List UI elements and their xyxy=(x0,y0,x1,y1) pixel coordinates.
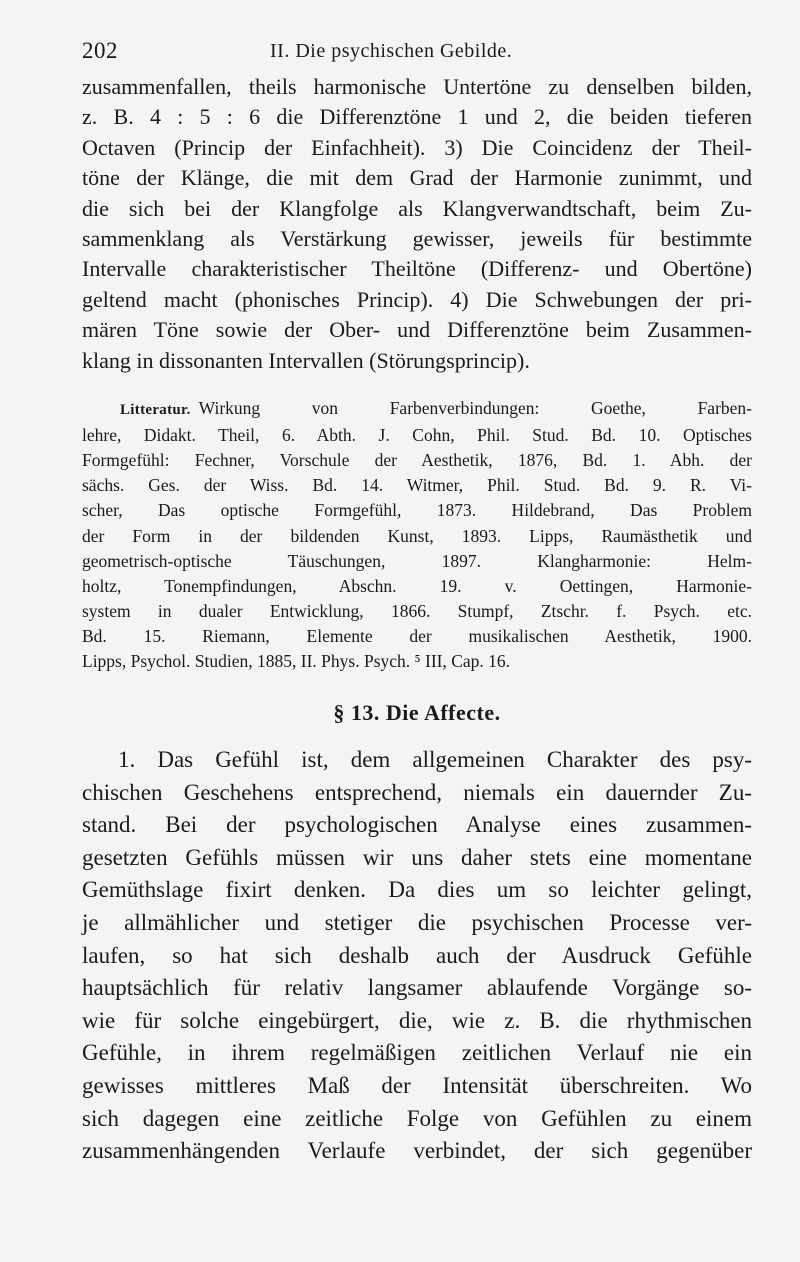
literature-line: holtz, Tonempfindungen, Abschn. 19. v. Oettingen, Harmonie- xyxy=(82,575,752,596)
text-line: je allmählicher und stetiger die psychischen Processe ver- xyxy=(82,910,752,936)
text-line: gewisses mittleres Maß der Intensität überschreiten. Wo xyxy=(82,1073,752,1099)
text-line: töne der Klänge, die mit dem Grad der Harmonie zunimmt, und xyxy=(82,165,752,191)
literature-first-text: Wirkung von Farbenverbindungen: Goethe, Farben- xyxy=(198,398,752,419)
text-line: zusammenhängenden Verlaufe verbindet, der sich gegenüber xyxy=(82,1138,752,1164)
text-line: zusammenfallen, theils harmonische Untertöne zu denselben bilden, xyxy=(82,74,752,99)
literature-line: geometrisch-optische Täuschungen, 1897. Klangharmonie: Helm- xyxy=(82,550,752,571)
text-line: Intervalle charakteristischer Theiltöne (Differenz- und Obertöne) xyxy=(82,256,752,282)
text-line: wie für solche eingebürgert, die, wie z. B. die rhythmischen xyxy=(82,1007,752,1033)
literature-line: Lipps, Psychol. Studien, 1885, II. Phys. Psych. ⁵ III, Cap. 16. xyxy=(82,651,511,671)
literature-line: Bd. 15. Riemann, Elemente der musikalischen Aesthetik, 1900. xyxy=(82,625,752,646)
literature-block xyxy=(82,396,752,674)
section-body xyxy=(82,744,752,1168)
text-line: geltend macht (phonisches Princip). 4) Die Schwebungen der pri- xyxy=(82,286,752,312)
text-line: sich dagegen eine zeitliche Folge von Gefühlen zu einem xyxy=(82,1105,752,1131)
literature-line: der Form in der bildenden Kunst, 1893. Lipps, Raumästhetik und xyxy=(82,525,752,546)
text-line: Octaven (Princip der Einfachheit). 3) Die Coincidenz der Theil- xyxy=(82,134,752,160)
chapter-title: II. Die psychischen Gebilde. xyxy=(270,40,513,62)
literature-line: lehre, Didakt. Theil, 6. Abth. J. Cohn, Phil. Stud. Bd. 10. Optisches xyxy=(82,425,752,446)
literature-line: Formgefühl: Fechner, Vorschule der Aesthetik, 1876, Bd. 1. Abh. der xyxy=(82,450,752,471)
text-line: stand. Bei der psychologischen Analyse eines zusammen- xyxy=(82,812,752,838)
running-head xyxy=(82,32,752,72)
section-heading: § 13. Die Affecte. xyxy=(333,700,501,726)
literature-first-line xyxy=(82,396,752,423)
text-line: die sich bei der Klangfolge als Klangverwandtschaft, beim Zu- xyxy=(82,195,752,221)
text-line: 1. Das Gefühl ist, dem allgemeinen Charakter des psy- xyxy=(118,747,752,773)
text-line: laufen, so hat sich deshalb auch der Ausdruck Gefühle xyxy=(82,942,752,968)
text-line: Gemüthslage fixirt denken. Da dies um so leichter gelingt, xyxy=(82,877,752,903)
text-line: hauptsächlich für relativ langsamer ablaufende Vorgänge so- xyxy=(82,975,752,1001)
paragraph-continuation xyxy=(82,72,752,376)
literature-line: scher, Das optische Formgefühl, 1873. Hildebrand, Das Problem xyxy=(82,500,752,521)
text-line: chischen Geschehens entsprechend, niemals ein dauernder Zu- xyxy=(82,779,752,805)
text-line: mären Töne sowie der Ober- und Differenztöne beim Zusammen- xyxy=(82,317,752,343)
literature-label: Litteratur. xyxy=(120,402,191,419)
text-line: klang in dissonanten Intervallen (Störungsprincip). xyxy=(82,347,530,373)
text-line: gesetzten Gefühls müssen wir uns daher stets eine momentane xyxy=(82,844,752,870)
literature-line: system in dualer Entwicklung, 1866. Stumpf, Ztschr. f. Psych. etc. xyxy=(82,600,752,621)
text-line: sammenklang als Verstärkung gewisser, jeweils für bestimmte xyxy=(82,226,752,252)
literature-line: sächs. Ges. der Wiss. Bd. 14. Witmer, Phil. Stud. Bd. 9. R. Vi- xyxy=(82,475,752,496)
text-line: Gefühle, in ihrem regelmäßigen zeitlichen Verlauf nie ein xyxy=(82,1040,752,1066)
page-number: 202 xyxy=(82,38,118,63)
text-line: z. B. 4 : 5 : 6 die Differenztöne 1 und 2, die beiden tieferen xyxy=(82,104,752,130)
